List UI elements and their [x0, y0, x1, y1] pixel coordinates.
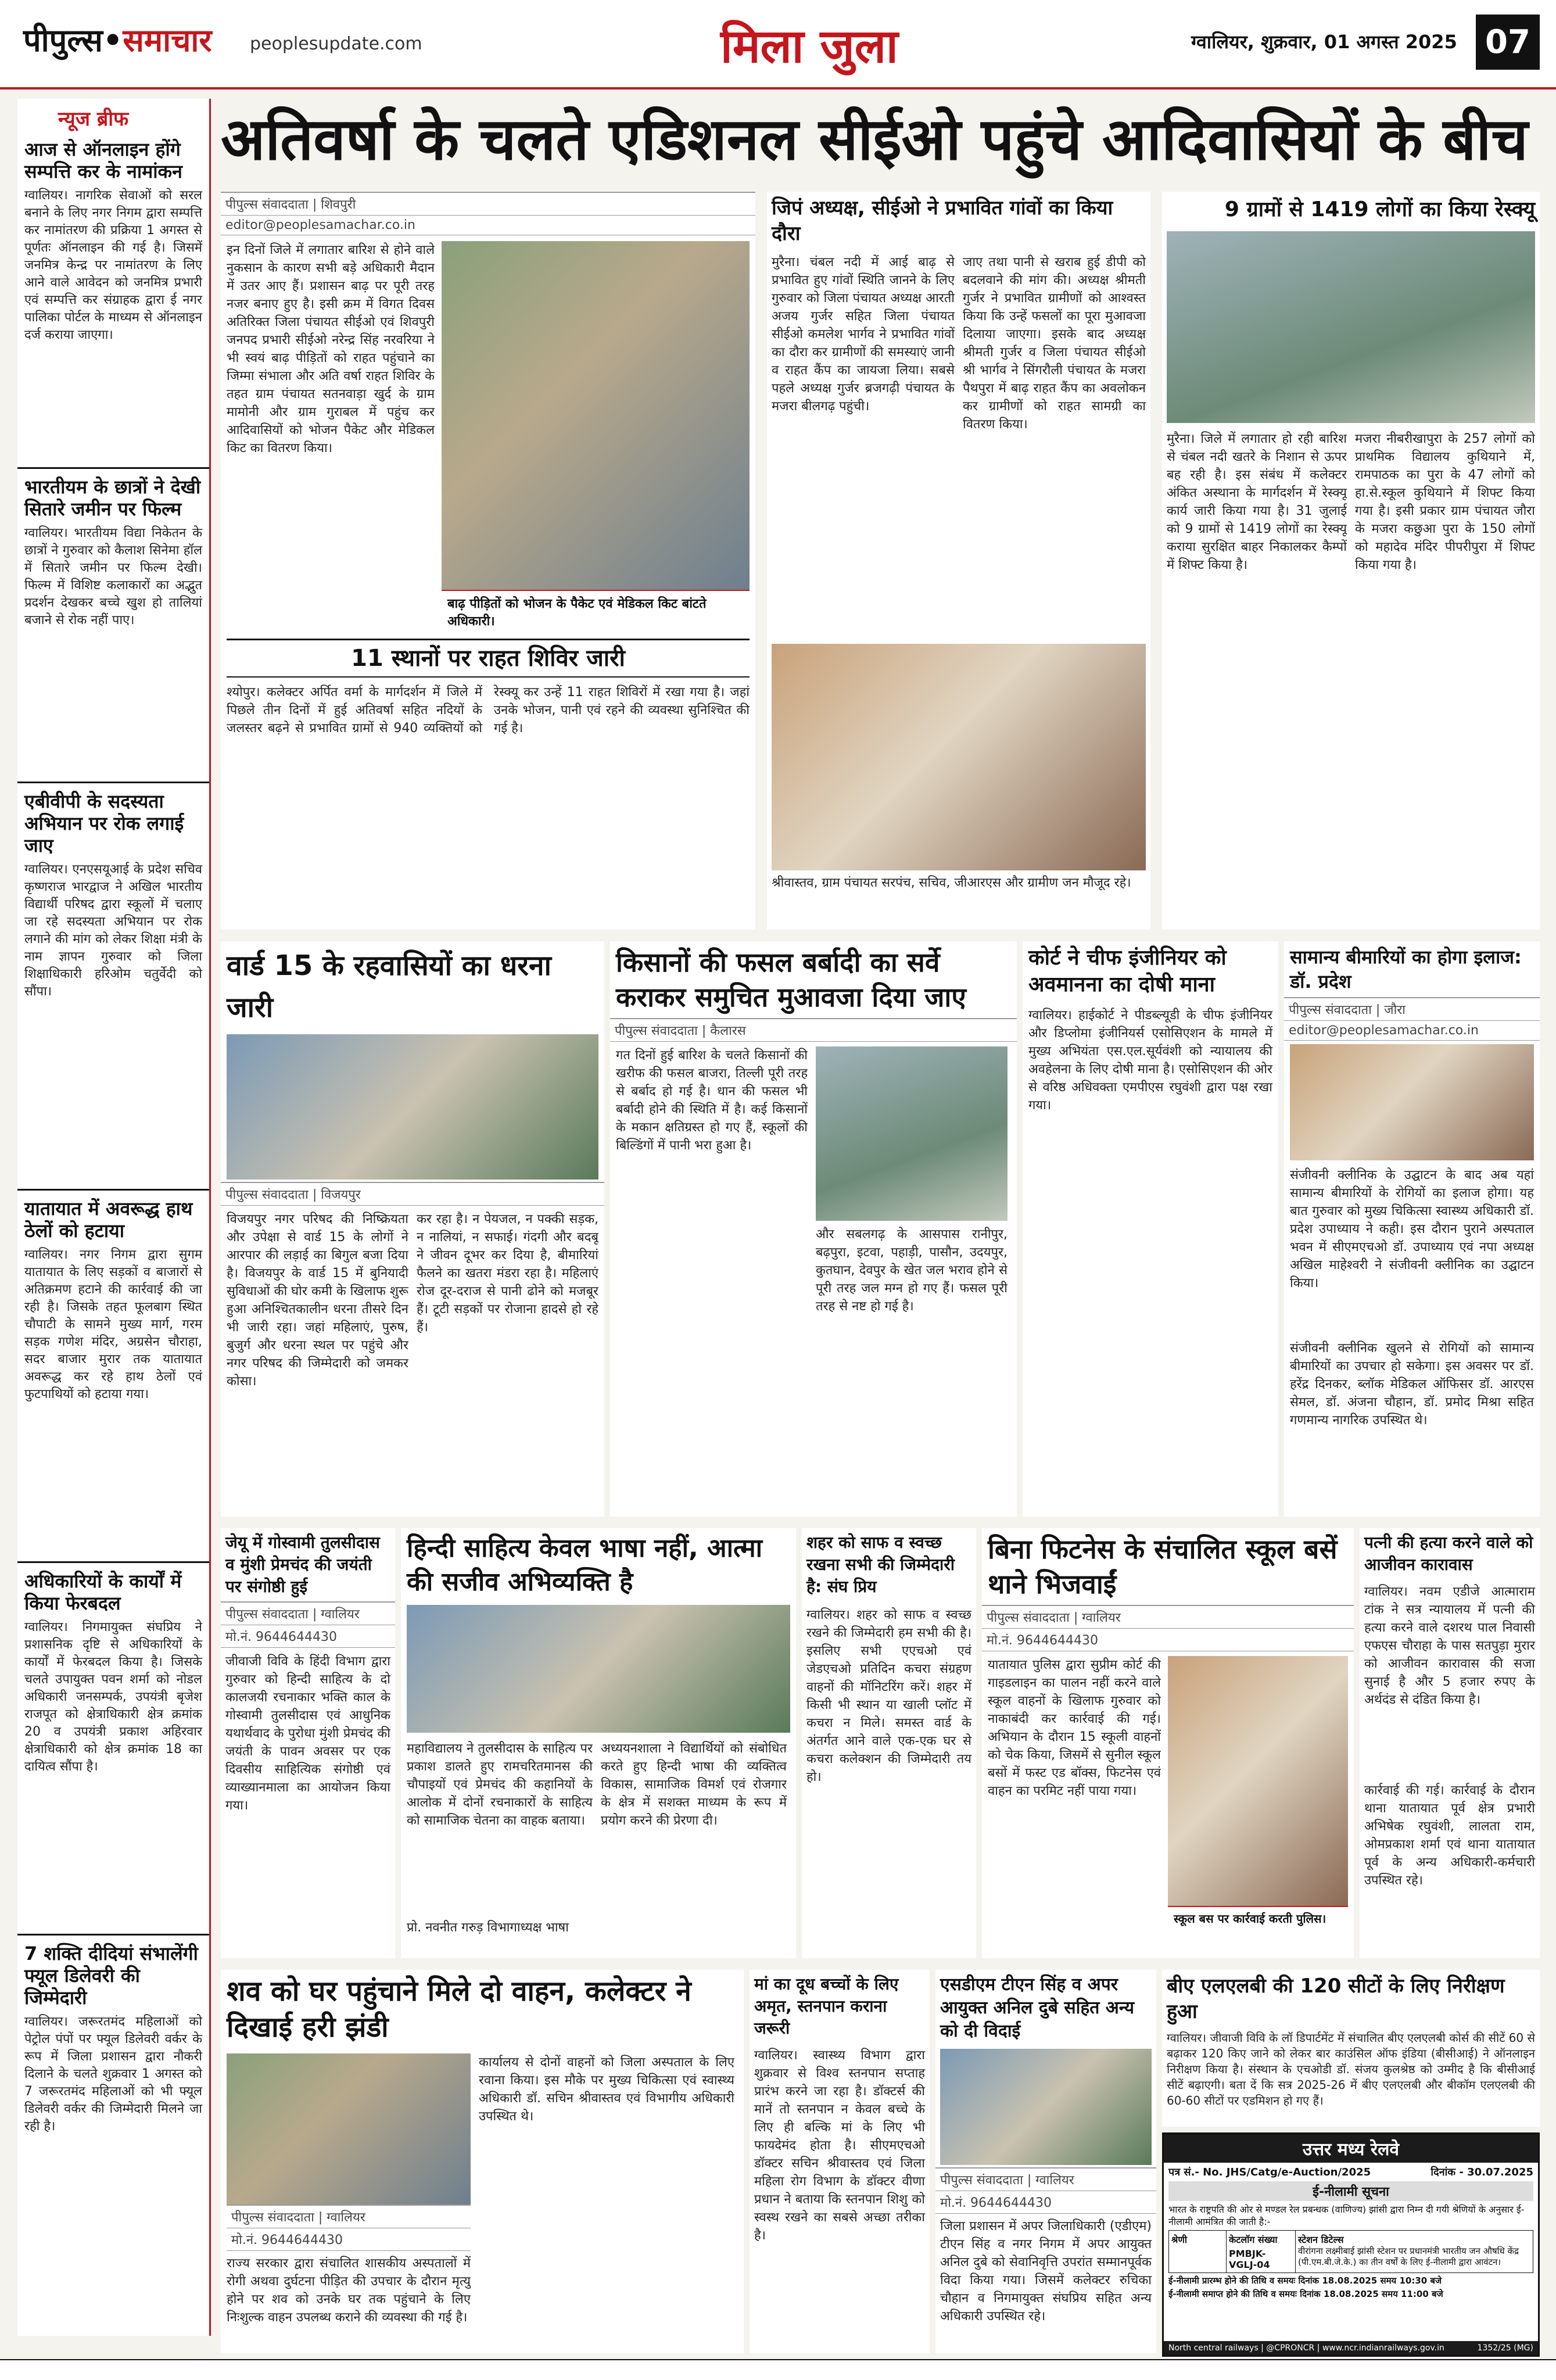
ward-body-2: कर रहा है। न पेयजल, न पक्की सड़क, न नालियां, न सफाई। गंदगी और बदबू ने जीवन दूभर कर दिया है, बीमारियां फैलने का खतरा मंडरा रहा है। महिलाएं रोज दूर-दराज से पानी ढोने को मजबूर हैं। टूटी सड़कों पर रोजाना हादसे हो रहे हैं।	[417, 1212, 598, 1335]
dateline: ग्वालियर, शुक्रवार, 01 अगस्त 2025	[1191, 31, 1457, 53]
sub-headline: 11 स्थानों पर राहत शिविर जारी	[227, 639, 750, 678]
murder-headline: पत्नी की हत्या करने वाले को आजीवन कारावास	[1364, 1533, 1533, 1574]
brief-title: अधिकारियों के कार्यों में किया फेरबदल	[24, 1570, 182, 1614]
murder-story	[1360, 1528, 1540, 1958]
farmers-byline: पीपुल्स संवाददाता | कैलारस	[610, 1018, 1017, 1042]
buses-photo-caption: स्कूल बस पर कार्रवाई करती पुलिस।	[1168, 1906, 1348, 1930]
farmers-body: गत दिनों हुई बारिश के चलते किसानों की खरीफ की फसल बाजरा, तिल्ली पूरी तरह से बर्बाद हो गई है। धान की फसल भी बर्बादी होने की स्थिति में है। कई किसानों के मकान क्षतिग्रस्त हो गए हैं, स्कूलों की बिल्डिंगों में पानी भरा हुआ है।	[616, 1048, 808, 1153]
ad-title: उत्तर मध्य रेलवे	[1164, 2134, 1538, 2163]
brief-text: ग्वालियर। निगमायुक्त संघप्रिय ने प्रशासनिक दृष्टि से अधिकारियों के कार्यों में फेरबदल किया है। जिसके चलते उपायुक्त पवन शर्मा को नोडल अधिकारी जनसम्पर्क, उपयंत्री बृजेश राजपूत को क्षेत्राधिकारी क्षेत्र क्रमांक 20 व उपयंत्री प्रकाश अहिरवार क्षेत्राधिकारी को क्षेत्र क्रमांक 18 का दायित्व सौंपा है।	[24, 1620, 202, 1774]
brief-text: ग्वालियर। जरूरतमंद महिलाओं को पेट्रोल पंपों पर फ्यूल डिलेवरी वर्कर के रूप में जिला प्रशासन द्वारा नौकरी दिलाने के चलते शुक्रवार 1 अगस्त को 7 जरूरतमंद महिलाओं को भी फ्यूल डिलेवरी वर्कर की जिम्मेदारी मिलने जा रही है।	[24, 2015, 202, 2134]
vehicles-photo	[227, 2053, 471, 2205]
llb-story	[1162, 1970, 1540, 2127]
news-brief-sidebar	[17, 99, 211, 2336]
brief-title: एबीवीपी के सदस्यता अभियान पर रोक लगाई जाए	[24, 790, 184, 856]
milk-story	[750, 1970, 930, 2353]
clinic-body-2: संजीवनी क्लीनिक खुलने से रोगियों को सामान्य बीमारियों का उपचार हो सकेगा। इस अवसर पर डॉ. हरेंद्र दिनकर, ब्लॉक मेडिकल ऑफिसर डॉ. आरएस सेमल, डॉ. अंजना चौहान, डॉ. प्रमोद मिश्रा सहित गणमान्य नागरिक उपस्थित थे।	[1290, 1341, 1534, 1428]
lead-byline: पीपुल्स संवाददाता | शिवपुरी	[221, 192, 755, 216]
farmers-story	[610, 941, 1017, 1517]
section-title: मिला जुला	[720, 19, 898, 73]
clean-body: ग्वालियर। शहर को साफ व स्वच्छ रखने की जिम्मेदारी हम सभी की है। इसलिए सभी एएचओ एवं जेडएचओ प्रतिदिन कचरा संग्रहण वाहनों की मॉनिटरिंग करें। शहर में किसी भी स्थान या खाली प्लॉट में कचरा न मिले। समस्त वार्ड के अंतर्गत आने वाले एक-एक घर से कचरा कलेक्शन की जिम्मेदारी तय हो।	[806, 1608, 971, 1784]
brief-text: ग्वालियर। नगर निगम द्वारा सुगम यातायात के लिए सड़कों व बाजारों से अतिक्रमण हटाने की कार्रवाई की जा रही है। जिसके तहत फूलबाग स्थित चौपाटी के सामने मुख्य मार्ग, गरम सड़क गणेश मंदिर, अग्रसेन चौराहा, सदर बाजार मुरार तक यातायात अवरूद्ध कर रहे हाथ ठेलों एवं फुटपाथियों को हटाया गया।	[24, 1248, 202, 1402]
milk-body: ग्वालियर। स्वास्थ्य विभाग द्वारा शुक्रवार से विश्व स्तनपान सप्ताह प्रारंभ करने जा रहा है। डॉक्टर्स की मानें तो स्तनपान न केवल बच्चे के लिए ही बल्कि मां के लिए भी फायदेमंद होता है। सीएमएचओ डॉक्टर सचिन श्रीवास्तव एवं जिला महिला रोग विभाग के डॉक्टर वीणा प्रधान ने बताया कि स्तनपान शिशु को स्वस्थ रखने का सबसे अच्छा तरीका है।	[754, 2048, 925, 2243]
hindi-body-2: अध्ययनशाला ने विद्यार्थियों को संबोधित करते हुए हिन्दी भाषा की व्यक्तित्व विकास, सामाजिक विमर्श एवं रोजगार के क्षेत्र में सशक्त माध्यम के रूप में प्रयोग करने की प्रेरणा दी।	[601, 1741, 787, 1828]
rescue-body: मुरैना। जिले में लगातार हो रही बारिश से चंबल नदी खतरे के निशान से ऊपर बह रही है। इस संबंध में कलेक्टर अंकित अस्थाना के मार्गदर्शन में रेस्क्यू कार्य जारी किया गया है। 31 जुलाई को 9 ग्रामों से 1419 लोगों का रेस्क्यू कराया सुरक्षित बाहर निकालकर कैम्पों में शिफ्ट किया है।	[1167, 432, 1347, 572]
news-brief-tag: न्यूज ब्रीफ	[58, 107, 129, 131]
lead-body: इन दिनों जिले में लगातार बारिश से होने वाले नुकसान के कारण सभी बड़े अधिकारी मैदान में उतर आए हैं। प्रशासन बाढ़ पर पूरी तरह नजर बनाए हुए है। इसी क्रम में विगत दिवस अतिरिक्त जिला पंचायत सीईओ एवं शिवपुरी जनपद प्रभारी सीईओ नरेन्द्र सिंह नरवरिया ने भी स्वयं बाढ़ पीड़ितों को राहत पहुंचाने का जिम्मा संभाला और अति वर्षा राहत शिविर के तहत ग्राम पंचायत सतनवाड़ा खुर्द के ग्राम मामोनी और ग्राम गुराबल में पहुंच कर आदिवासियों को भोजन पैकेट और मेडिकल किट का वितरण किया।	[227, 243, 435, 456]
llb-headline: बीए एलएलबी की 120 सीटों के लिए निरीक्षण हुआ	[1167, 1974, 1505, 2023]
ad-col-station: स्टेशन डिटेल्स	[1298, 2234, 1344, 2245]
lead-headline-box	[221, 99, 1540, 186]
tulsidas-story	[221, 1528, 395, 1958]
vehicles-headline: शव को घर पहुंचाने मिले दो वाहन, कलेक्टर ने दिखाई हरी झंडी	[227, 1975, 691, 2044]
site-url[interactable]: peoplesupdate.com	[250, 34, 422, 54]
ad-ref: पत्र सं.- No. JHS/Catg/e-Auction/2025	[1168, 2166, 1371, 2178]
ad-col-category: श्रेणी	[1171, 2234, 1188, 2245]
buses-headline: बिना फिटनेस के संचालित स्कूल बसें थाने भिजवाईं	[988, 1533, 1338, 1600]
brand-part2: समाचार	[123, 22, 212, 59]
milk-headline: मां का दूध बच्चों के लिए अमृत, स्तनपान कराना जरूरी	[754, 1974, 899, 2038]
vehicles-byline: पीपुल्स संवाददाता | ग्वालियर	[227, 2205, 471, 2228]
brief-text: ग्वालियर। एनएसयूआई के प्रदेश सचिव कृष्णराज भारद्वाज ने अखिल भारतीय विद्यार्थी परिषद द्वारा स्कूलों में चलाए जा रहे सदस्यता अभियान पर रोक लगाने की मांग को लेकर शिक्षा मंत्री के नाम ज्ञापन गुरुवार को जिला शिक्षाधिकारी हरिओम चतुर्वेदी को सौंपा।	[24, 862, 202, 999]
clinic-email[interactable]: editor@peoplesamachar.co.in	[1284, 1021, 1540, 1041]
lead-story	[221, 192, 755, 930]
morena-body-2: जाए तथा पानी से खराब हुई डीपी को बदलवाने की मांग की। अध्यक्ष श्रीमती गुर्जर ने प्रभावित ग्रामीणों को आश्वस्त किया कि उन्हें फसलों का पूरा मुआवजा दिलाया जाएगा। इसके बाद अध्यक्ष श्रीमती गुर्जर व जिला पंचायत सीईओ श्री भार्गव ने सिंगरौली पंचायत के मजरा पैथपुरा में बाढ़ राहत कैंप का अवलोकन कर ग्रामीणों को राहत सामग्री का वितरण किया।	[963, 255, 1146, 432]
clinic-photo	[1290, 1044, 1534, 1160]
farmers-body-2: और सबलगढ़ के आसपास रानीपुर, बढ़पुरा, इटवा, पहाड़ी, पासौन, उदयपुर, कुतघान, देवपुर के खेत जल भराव होने से पूरी तरह जल मग्न हो गए हैं। फसल पूरी तरह से नष्ट हो गई है।	[816, 1227, 1008, 1314]
clinic-byline: पीपुल्स संवाददाता | जौरा	[1284, 997, 1540, 1021]
rescue-photo	[1167, 231, 1535, 423]
court-headline: कोर्ट ने चीफ इंजीनियर को अवमानना का दोषी माना	[1028, 946, 1227, 997]
brief-item	[17, 131, 209, 469]
ad-footer[interactable]: North central railways | @CPRONCR | www.ncr.indianrailways.gov.in	[1168, 2343, 1444, 2353]
brief-text: ग्वालियर। भारतीयम विद्या निकेतन के छात्रों ने गुरुवार को कैलाश सिनेमा हॉल में सितारे जमीन पर फिल्म देखी। फिल्म में विशिष्ट कलाकारों का अद्भुत प्रदर्शन देखकर बच्चे खुश हो तालियां बजाने से रोक नहीं पाए।	[24, 526, 202, 628]
page-footer	[0, 2359, 1556, 2380]
buses-byline: पीपुल्स संवाददाता | ग्वालियर	[982, 1605, 1354, 1629]
buses-body: यातायात पुलिस द्वारा सुप्रीम कोर्ट की गाइडलाइन का पालन नहीं करने वाले स्कूल वाहनों के खिलाफ गुरुवार को नाकाबंदी कर कार्रवाई की गई। अभियान के दौरान 15 स्कूली वाहनों को चेक किया, जिसमें से सुनील स्कूल बसों में फस्ट एड बॉक्स, फिटनेस एवं वाहन का परमिट नहीं पाया गया।	[988, 1658, 1161, 1798]
ad-line-1: ई-नीलामी प्रारम्भ होने की तिथि व समयः दिनांक 18.08.2025 समय 10:30 बजे	[1168, 2275, 1442, 2286]
vehicles-story	[221, 1970, 744, 2353]
llb-body: ग्वालियर। जीवाजी विवि के लॉ डिपार्टमेंट में संचालित बीए एलएलबी कोर्स की सीटें 60 से बढ़ाकर 120 किए जाने को लेकर बार काउंसिल ऑफ इंडिया (बीसीआई) ने ऑनलाइन निरीक्षण किया है। संस्थान के एचओडी डॉ. संजय कुलश्रेष्ठ को उम्मीद है कि बीसीआई सीटें बढ़ाएगी। बता दें कि सत्र 2025-26 में बीए एलएलबी और बीकॉम एलएलबी की 60-60 सीटों पर एडमिशन हो गए हैं।	[1167, 2031, 1535, 2107]
court-body: ग्वालियर। हाईकोर्ट ने पीडब्ल्यूडी के चीफ इंजीनियर और डिप्लोमा इंजीनियर्स एसोसिएशन के मामले में मुख्य अभियंता एस.एल.सूर्यवंशी को न्यायालय की अवहेलना के लिए दोषी माना है। एसोसिएशन की ओर से वरिष्ठ अधिवक्ता एमपीएस रघुवंशी द्वारा पक्ष रखा गया।	[1028, 1008, 1272, 1113]
hindi-story	[401, 1528, 796, 1958]
buses-photo	[1168, 1656, 1348, 1906]
tulsidas-headline: जेयू में गोस्वामी तुलसीदास व मुंशी प्रेमचंद की जयंती पर संगोष्ठी हुई	[225, 1533, 380, 1596]
tulsidas-mobile: मो.नं. 9644644430	[221, 1625, 395, 1648]
clinic-story	[1284, 941, 1540, 1517]
brief-item	[17, 1191, 209, 1563]
ad-row-detail: वीरांगना लक्ष्मीबाई झांसी स्टेशन पर प्रधानमंत्री भारतीय जन औषधि केंद्र (पी.एम.बी.जे.के.) का तीन वर्षों के लिए ई-नीलामी द्वारा आवंटन।	[1298, 2246, 1519, 2267]
farewell-headline: एसडीएम टीएन सिंह व अपर आयुक्त अनिल दुबे सहित अन्य को दी विदाई	[940, 1974, 1135, 2041]
lead-email[interactable]: editor@peoplesamachar.co.in	[221, 216, 755, 235]
sub-body: श्योपुर। कलेक्टर अर्पित वर्मा के मार्गदर्शन में जिले में पिछले तीन दिनों में हुई अतिवर्षा सहित नदियों के जलस्तर बढ़ने से प्रभावित ग्रामों से 940 व्यक्तियों को रेस्क्यू कर उन्हें 11 राहत शिविरों में रखा गया है। जहां उनके भोजन, पानी एवं रहने की व्यवस्था सुनिश्चित की गई है।	[227, 685, 750, 736]
hindi-body: महाविद्यालय ने तुलसीदास के साहित्य पर प्रकाश डालते हुए रामचरितमानस की चौपाइयों एवं प्रेमचंद की कहानियों के आलोक में दोनों रचनाकारों के साहित्य को सामाजिक चेतना का वाहक बताया।	[407, 1741, 593, 1828]
rescue-headline: 9 ग्रामों से 1419 लोगों का किया रेस्क्यू	[1224, 198, 1535, 221]
brief-item	[17, 783, 209, 1191]
lead-headline: अतिवर्षा के चलते एडिशनल सीईओ पहुंचे आदिवासियों के बीच	[221, 105, 1528, 173]
brief-title: भारतीयम के छात्रों ने देखी सितारे जमीन पर फिल्म	[24, 476, 201, 520]
brief-text: ग्वालियर। नागरिक सेवाओं को सरल बनाने के लिए नगर निगम द्वारा सम्पत्ति कर नामांतरण की प्रक्रिया 1 अगस्त से पूर्णतः ऑनलाइन की गई है। जिसमें जनमित्र केन्द्र पर नामांतरण के लिए आने वाले आवेदन को जनमित्र प्रभारी एवं सम्पत्ति कर संग्राहक द्वारा ई नगर पालिका पोर्टल के माध्यम से ऑनलाइन दर्ज कराया जाएगा।	[24, 188, 202, 342]
ward-byline: पीपुल्स संवाददाता | विजयपुर	[221, 1182, 604, 1206]
clean-story	[802, 1528, 976, 1958]
clinic-body: संजीवनी क्लीनिक के उद्घाटन के बाद अब यहां सामान्य बीमारियों के रोगियों का इलाज होगा। यह बात गुरुवार को मुख्य चिकित्सा स्वास्थ्य अधिकारी डॉ. प्रदेश उपाध्याय ने कही। इस दौरान पुराने अस्पताल भवन में सीएमएचओ डॉ. उपाध्याय एवं नपा अध्यक्ष अखिल माहेश्वरी ने संजीवनी क्लीनिक का उद्घाटन किया।	[1290, 1168, 1534, 1291]
morena-photo	[772, 644, 1146, 870]
ad-col-catalog: केटलॉग संख्या	[1229, 2234, 1278, 2245]
brief-item	[17, 1563, 209, 1935]
ward-body: विजयपुर नगर परिषद की निष्क्रियता और उपेक्षा से वार्ड 15 के लोगों ने आरपार की लड़ाई का बिगुल बजा दिया है। विजयपुर के वार्ड 15 में बुनियादी सुविधाओं की घोर कमी के खिलाफ शुरू हुआ अनिश्चितकालीन धरना तीसरे दिन भी जारी रहा। जहां महिलाएं, पुरुष, बुजुर्ग और धरना स्थल पर पहुंचे और नगर परिषद की जिम्मेदारी को जमकर कोसा।	[227, 1212, 408, 1389]
brief-item	[17, 1935, 209, 2306]
ad-date: दिनांक - 30.07.2025	[1430, 2166, 1533, 2178]
farewell-byline: पीपुल्स संवाददाता | ग्वालियर	[935, 2167, 1156, 2191]
rescue-story	[1162, 192, 1540, 930]
brand-part1: पीपुल्स	[23, 22, 103, 59]
ad-subtitle: ई-नीलामी सूचना	[1168, 2181, 1533, 2201]
brief-title: यातायात में अवरूद्ध हाथ ठेलों को हटाया	[24, 1198, 193, 1242]
ad-code: 1352/25 (MG)	[1477, 2343, 1533, 2353]
ward-photo	[227, 1034, 598, 1180]
lead-photo-caption: बाढ़ पीड़ितों को भोजन के पैकेट एवं मेडिकल किट बांटते अधिकारी।	[442, 590, 750, 633]
ad-line-2: ई-नीलामी समाप्त होने की तिथि व समयः दिनांक 18.08.2025 समय 11:00 बजे	[1168, 2289, 1443, 2299]
morena-body: मुरैना। चंबल नदी में आई बाढ़ से प्रभावित हुए गांवों स्थिति जानने के लिए गुरुवार को जिला पंचायत अध्यक्ष आरती अजय गुर्जर सहित जिला पंचायत सीईओ कमलेश भार्गव ने प्रभावित गांवों का दौरा कर ग्रामीणों की समस्याएं जानी व राहत कैंप का जायजा लिया। सबसे पहले अध्यक्ष गुर्जर ब्रजगढ़ी पंचायत के मजरा बीलगढ़ पहुंची।	[772, 255, 955, 414]
hindi-photo	[407, 1605, 790, 1733]
vehicles-mobile: मो.नं. 9644644430	[227, 2228, 471, 2251]
brief-title: 7 शक्ति दीदियां संभालेंगी फ्यूल डिलेवरी की जिम्मेदारी	[24, 1942, 198, 2009]
court-story	[1023, 941, 1278, 1517]
clean-headline: शहर को साफ व स्वच्छ रखना सभी की जिम्मेदारी है: संघ प्रिय	[806, 1533, 955, 1596]
hindi-sign: प्रो. नवनीत गरुड़ विभागाध्यक्ष भाषा	[407, 1920, 569, 1935]
page-number: 07	[1476, 15, 1540, 70]
farewell-mobile: मो.नं. 9644644430	[935, 2191, 1156, 2214]
lead-photo	[442, 241, 750, 590]
buses-mobile: मो.नं. 9644644430	[982, 1629, 1354, 1651]
ward-story	[221, 941, 604, 1517]
morena-story	[767, 192, 1150, 930]
morena-photo-caption: श्रीवास्तव, ग्राम पंचायत सरपंच, सचिव, जीआरएस और ग्रामीण जन मौजूद रहे।	[772, 876, 1131, 890]
brief-item	[17, 469, 209, 783]
ad-intro: भारत के राष्ट्रपति की ओर से मण्डल रेल प्रबन्धक (वाणिज्य) झांसी द्वारा निम्न दी गयी श्रेणियों के अनुसार ई-नीलामी आमंत्रित की जाती है:-	[1168, 2204, 1525, 2227]
masthead	[0, 0, 1556, 89]
ward-headline: वार्ड 15 के रहवासियों का धरना जारी	[227, 949, 551, 1024]
morena-headline: जिपं अध्यक्ष, सीईओ ने प्रभावित गांवों का किया दौरा	[772, 196, 1113, 245]
farewell-story	[935, 1970, 1156, 2353]
farewell-body: जिला प्रशासन में अपर जिलाधिकारी (एडीएम) टीएन सिंह व नगर निगम में अपर आयुक्त अनिल दुबे को सेवानिवृत्ति उपरांत सम्मानपूर्वक विदा किया गया। जिसमें कलेक्टर रुचिका चौहान व निगमायुक्त संघप्रिय सहित अन्य अधिकारी उपस्थित रहे।	[940, 2219, 1152, 2324]
farmers-headline: किसानों की फसल बर्बादी का सर्वे कराकर समुचित मुआवजा दिया जाए	[616, 947, 966, 1013]
brand-logo: पीपुल्स•समाचार	[23, 22, 212, 59]
farmers-photo	[816, 1046, 1008, 1221]
buses-story	[982, 1528, 1354, 1958]
murder-body-2: कार्रवाई की गई। कार्रवाई के दौरान थाना यातायात पूर्व क्षेत्र प्रभारी अभिषेक रघुवंशी, लालता राम, ओमप्रकाश शर्मा एवं थाना यातायात पूर्व के अन्य अधिकारी-कर्मचारी उपस्थित रहे।	[1364, 1783, 1535, 1888]
vehicles-body-2: कार्यालय से दोनों वाहनों को जिला अस्पताल के लिए रवाना किया। इस मौके पर मुख्य चिकित्सा एवं स्वास्थ्य अधिकारी डॉ. सचिन श्रीवास्तव एवं विभागीय अधिकारी उपस्थित थे।	[479, 2055, 734, 2124]
railway-ad	[1162, 2132, 1540, 2357]
ad-row-code: PMBJK-VGLJ-04	[1229, 2248, 1270, 2270]
murder-body: ग्वालियर। नवम एडीजे आत्माराम टांक ने सत्र न्यायालय में पत्नी की हत्या करने वाले दशरथ पाल निवासी एफएस चौराहा के पास सतपुड़ा मुरार को आजीवन कारावास की सजा सुनाई है और 5 हजार रुपए के अर्थदंड से दंडित किया है।	[1364, 1585, 1535, 1707]
rescue-body-2: मजरा नीबरीखापुरा के 257 लोगों को प्राथमिक विद्यालय कुथियाने में, रामपाठक का पुरा के 47 लोगों को हा.से.स्कूल कुथियाने में शिफ्ट किया गया है। इसी प्रकार ग्राम पंचायत जौरा के मजरा कछुआ पुरा के 150 लोगों को महादेव मंदिर पीपरीपुरा में शिफ्ट किया गया है।	[1355, 432, 1535, 572]
brief-title: आज से ऑनलाइन होंगे सम्पत्ति कर के नामांकन	[24, 138, 182, 182]
tulsidas-byline: पीपुल्स संवाददाता | ग्वालियर	[221, 1601, 395, 1625]
tulsidas-body: जीवाजी विवि के हिंदी विभाग द्वारा गुरुवार को हिन्दी साहित्य के दो कालजयी रचनाकार भक्ति काल के गोस्वामी तुलसीदास एवं आधुनिक यथार्थवाद के पुरोधा मुंशी प्रेमचंद की जयंती के पावन अवसर पर एक दिवसीय साहित्यिक संगोष्ठी एवं व्याख्यानमाला का आयोजन किया गया।	[225, 1654, 390, 1813]
vehicles-body: राज्य सरकार द्वारा संचालित शासकीय अस्पतालों में रोगी अथवा दुर्घटना पीड़ित की उपचार के दौरान मृत्यु होने पर शव को उनके घर तक पहुंचाने के लिए निःशुल्क वाहन उपलब्ध कराने की व्यवस्था की गई है।	[227, 2256, 471, 2325]
clinic-headline: सामान्य बीमारियों का होगा इलाज: डॉ. प्रदेश	[1290, 946, 1522, 992]
hindi-headline: हिन्दी साहित्य केवल भाषा नहीं, आत्मा की सजीव अभिव्यक्ति है	[407, 1533, 763, 1597]
farewell-photo	[940, 2049, 1152, 2165]
